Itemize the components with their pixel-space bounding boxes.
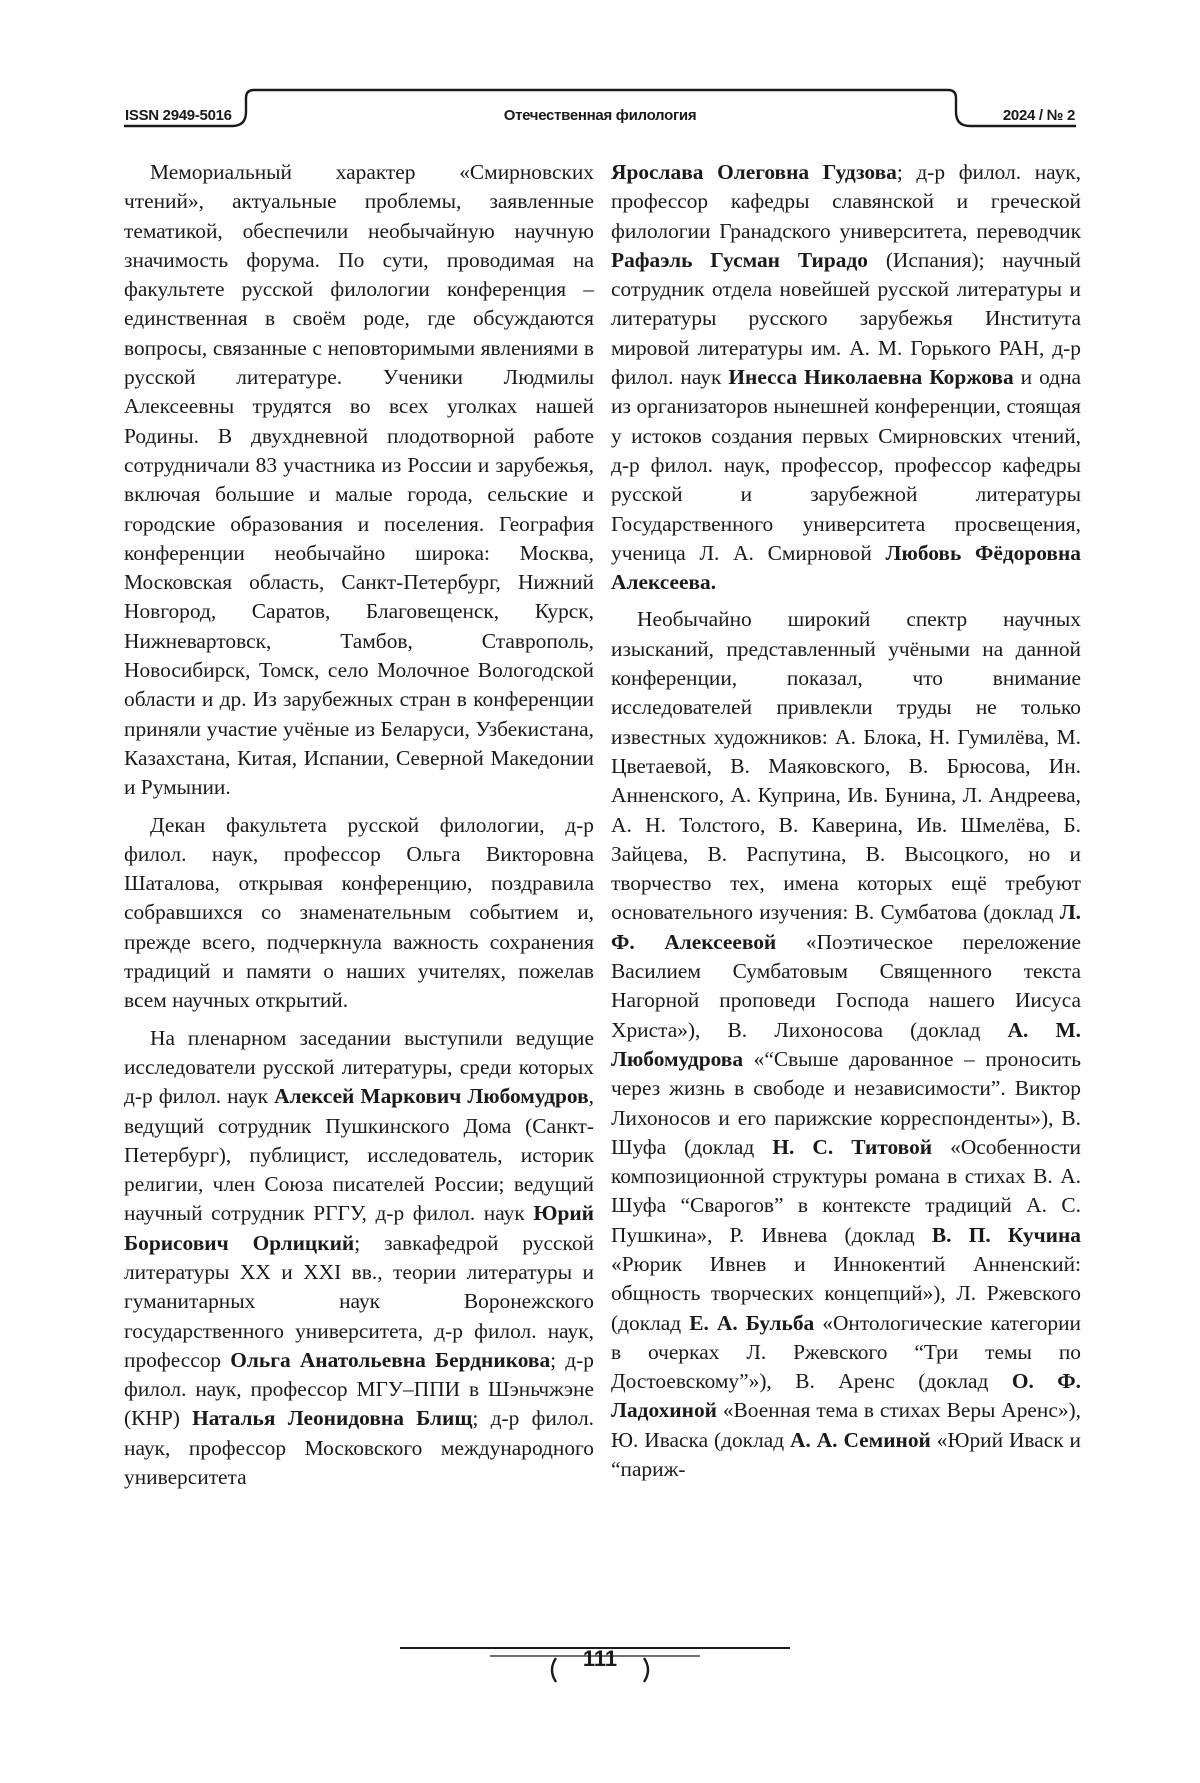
paragraph-memorial: Мемориальный характер «Смирновских чтений», актуальные проблемы, заявленные тематикой, обеспечили необычайную научную значимость форума. По сути, проводимая на факультете русской филологии конференция – единственная в своём роде, где обсуждаются вопросы, связанные с неповторимыми явлениями в русской литературе. Ученики Людмилы Алексеевны трудятся во всех уголках нашей Родины. В двухдневной плодотворной работе сотрудничали 83 участника из России и зарубежья, включая большие и малые города, сельские и городские образования и поселения. География конференции необычайно широка: Москва, Московская область, Санкт-Петербург, Нижний Новгород, Саратов, Благовещенск, Курск, Нижневартовск, Тамбов, Ставрополь, Новосибирск, Томск, село Молочное Вологодской области и др. Из зарубежных стран в конференции приняли участие учёные из Беларуси, Узбекистана, Казахстана, Китая, Испании, Северной Македонии и Румынии. xyxy=(124,160,594,800)
person-name-blishch: Наталья Леонидовна Блищ xyxy=(192,1406,473,1431)
text-run: «Рюрик Ивнев и Иннокентий Анненский: общность творческих концепций»), Л. Ржевского (доклад xyxy=(611,1251,1081,1335)
paragraph-dean: Декан факультета русской филологии, д-р филол. наук, профессор Ольга Викторовна Шаталова, открывая конференцию, поздравила собравшихся со знаменательным событием и, прежде всего, подчеркнула важность сохранения традиций и памяти о наших учителях, пожелав всем научных открытий. xyxy=(124,812,594,1013)
speaker-name: А. М. Любомудрова xyxy=(611,1017,1081,1071)
speaker-name: Е. А. Бульба xyxy=(689,1310,815,1335)
text-run: ; д-р филол. наук, профессор кафедры славянской и греческой филологии Гранадского университета, переводчик xyxy=(611,160,1081,243)
speaker-name: Л. Ф. Алексеевой xyxy=(611,900,1081,954)
header-issn: ISSN 2949-5016 xyxy=(125,107,232,124)
paragraph-research-spectrum xyxy=(611,605,1081,1484)
paragraph-plenary-continued xyxy=(611,158,1081,597)
text-run: (Испания); научный сотрудник отдела новейшей русской литературы и литературы русского зарубежья Института мировой литературы им. А. М. Горького РАН, д-р филол. наук xyxy=(611,247,1082,390)
running-header-frame xyxy=(0,0,1200,150)
person-name-alekseeva: Любовь Фёдоровна Алексеева. xyxy=(611,540,1081,595)
text-run: На пленарном заседании выступили ведущие исследователи русской литературы, среди которых д-р филол. наук xyxy=(124,1025,594,1109)
text-run: «“Свыше дарованное – проносить через жизнь в свободе и независимости”. Виктор Лихоносов и его парижские корреспонденты»), В. Шуфа (доклад xyxy=(611,1046,1081,1159)
text-run: и одна из организаторов нынешней конференции, стоящая у истоков создания первых Смирновских чтений, д-р филол. наук, профессор, профессор кафедры русской и зарубежной литературы Государственного университета просвещения, ученица Л. А. Смирновой xyxy=(611,365,1082,565)
text-run: «Поэтическое переложение Василием Сумбатовым Священного текста Нагорной проповеди Господа нашего Иисуса Христа»), В. Лихоносова (доклад xyxy=(611,929,1081,1042)
person-name-tirado: Рафаэль Гусман Тирадо xyxy=(611,247,868,272)
text-run: «Юрий Иваск и “париж- xyxy=(611,1427,1081,1482)
speaker-name: А. А. Семиной xyxy=(790,1427,931,1452)
speaker-name: О. Ф. Ладохиной xyxy=(611,1369,1081,1423)
header-journal-title: Отечественная филология xyxy=(503,107,697,124)
text-run: «Особенности композиционной структуры романа в стихах В. А. Шуфа “Сварогов” в контексте традиций А. С. Пушкина», Р. Ивнева (доклад xyxy=(611,1134,1081,1247)
person-name-gudzova: Ярослава Олеговна Гудзова xyxy=(611,160,897,184)
person-name-orlitsky: Юрий Борисович Орлицкий xyxy=(124,1201,594,1255)
person-name-lyubomudrov: Алексей Маркович Любомудров xyxy=(274,1084,589,1109)
person-name-korzhova: Инесса Николаевна Коржова xyxy=(728,365,1014,390)
text-run: , ведущий сотрудник Пушкинского Дома (Санкт-Петербург), публицист, исследователь, историк религии, член Союза писателей России; ведущий научный сотрудник РГГУ, д-р филол. наук xyxy=(124,1084,595,1226)
person-name-berdnikova: Ольга Анатольевна Бердникова xyxy=(230,1347,551,1372)
text-run: Необычайно широкий спектр научных изысканий, представленный учёными на данной конференции, показал, что внимание исследователей привлекли труды не только известных художников: А. Блока, Н. Гумилёва, М. Цветаевой, В. Маяковского, В. Брюсова, Ин. Анненского, А. Куприна, Ив. Бунина, Л. Андреева, А. Н. Толстого, В. Каверина, Ив. Шмелёва, Б. Зайцева, В. Распутина, В. Высоцкого, но и творчество тех, имена которых ещё требуют основательного изучения: В. Сумбатова (доклад xyxy=(611,607,1081,925)
text-run: ; завкафедрой русской литературы XX и XXI вв., теории литературы и гуманитарных наук Воронежского государственного университета, д-р филол. наук, профессор xyxy=(124,1230,594,1372)
left-column xyxy=(124,158,594,1492)
speaker-name: Н. С. Титовой xyxy=(772,1134,933,1159)
text-run: ; д-р филол. наук, профессор Московского международного университета xyxy=(124,1406,594,1490)
paragraph-plenary xyxy=(124,1024,594,1493)
page-number: 111 xyxy=(582,1646,618,1671)
text-run: ; д-р филол. наук, профессор МГУ–ППИ в Шэньчжэне (КНР) xyxy=(124,1347,594,1431)
right-column xyxy=(611,158,1081,1484)
text-run: «Онтологические категории в очерках Л. Ржевского “Три темы по Достоевскому”»), В. Аренс (доклад xyxy=(611,1310,1081,1394)
text-run: «Военная тема в стихах Веры Аренс»), Ю. Иваска (доклад xyxy=(611,1398,1081,1452)
speaker-name: В. П. Кучина xyxy=(931,1222,1081,1247)
header-issue: 2024 / № 2 xyxy=(1002,107,1075,124)
